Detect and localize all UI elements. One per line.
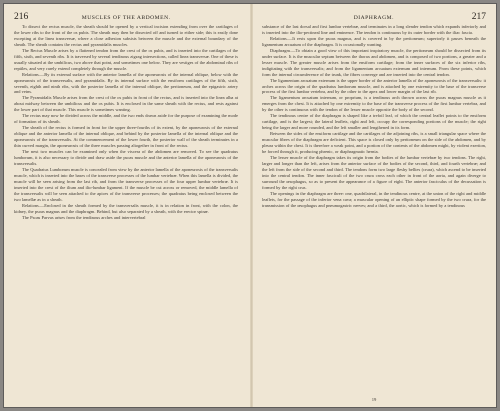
book-spread bbox=[3, 3, 497, 408]
left-running-title: MUSCLES OF THE ABDOMEN. bbox=[81, 15, 171, 21]
right-paragraph: The tendinous centre of the diaphragm is shaped like a trefoil leaf, of which the central leaflet points to the ensiform cartilage, and is the largest; the lateral leaflets, right and left, occupy the corresponding portions of the muscle; the right being the larger and more rounded, and the left smaller and lengthened in its form. bbox=[262, 113, 486, 131]
left-paragraph: Relations.—By its external surface with the anterior lamella of the aponeurosis of the internal oblique, below with the aponeurosis of the transversalis, and pyramidalis. By its internal surface with the ensiform cartilages of the fifth, sixth, seventh, eighth and ninth ribs, with the posterior lamella of the internal oblique, the peritoneum, and the epigastric artery and veins. bbox=[14, 71, 238, 95]
right-paragraph: substance of the last dorsal and first lumbar vertebræ, and terminates in a long slender tendon which expands inferiorly and is inserted into the ilio-pectineal line and eminence. The tendon is continuous by its outer border with the iliac fascia. bbox=[262, 24, 486, 35]
left-page-number: 216 bbox=[14, 12, 29, 22]
page-gutter bbox=[250, 4, 253, 407]
left-paragraph: The rectus may now be divided across the middle, and the two ends drawn aside for the purpose of examining the mode of formation of its sheath. bbox=[14, 113, 238, 125]
right-running-head bbox=[262, 12, 486, 24]
left-paragraph: The Rectus Muscle arises by a flattened tendon from the crest of the os pubis, and is inserted into the cartilages of the fifth, sixth, and seventh ribs. It is traversed by several tendinous zigzag intersections, called linea transversæ. One of these is usually situated at the umbilicus, two above that point, and sometimes one below. They are vestiges of the abdominal ribs of reptiles, and very rarely extend completely through the muscle. bbox=[14, 47, 238, 71]
left-page-body bbox=[14, 24, 238, 220]
left-paragraph: The Quadratus Lumborum muscle is concealed from view by the anterior lamella of the aponeurosis of the transversalis muscle, which is inserted into the bases of the transverse processes of the lumbar vertebræ. When this lamella is divided, the muscle will be seen arising from the last rib, and from the transverse processes of the four upper lumbar vertebræ. It is inserted into the crest of the ilium and ilio-lumbar ligament. If the muscle be cut across or removed, the middle lamella of the transversalis will be seen attached to the apices of the transverse processes; the quadratus being enclosed between the two lamellæ as in a sheath. bbox=[14, 166, 238, 202]
signature-mark: 19 bbox=[371, 397, 377, 402]
left-paragraph: Relations.—Enclosed in the sheath formed by the transversalis muscle, it is in relation in front, with the colon, the kidney, the psoas magnus and the diaphragm. Behind, but also separated by a sheath, with the erector spinæ. bbox=[14, 202, 238, 214]
right-page bbox=[262, 12, 486, 402]
left-paragraph: The Psoas Parvus arises from the tendinous arches and intervertebral bbox=[22, 214, 146, 220]
right-paragraph: The ligamentum arcuatum externum is the upper border of the anterior lamella of the aponeurosis of the transversalis: it arches across the origin of the quadratus lumborum muscle, and is attached by one extremity to the base of the transverse process of the first lumbar vertebra, and by the other to the apex and lower margin of the last rib. bbox=[262, 77, 486, 95]
right-paragraph: The openings in the diaphragm are three: one, quadrilateral, in the tendinous centre, at the union of the right and middle leaflets, for the passage of the inferior vena cava; a muscular opening of an elliptic shape formed by the two crura, for the transmission of the œsophagus and pneumogastric nerves; and a third, the aortic, which is formed by a tendinous bbox=[262, 190, 486, 208]
left-paragraph: The sheath of the rectus is formed in front for the upper three-fourths of its extent, by the aponeurosis of the external oblique and the anterior lamella of the internal oblique, and behind by the posterior lamella of the internal oblique and the aponeurosis of the transversalis. At the commencement of the lower fourth, the posterior wall of the sheath terminates in a thin curved margin, the aponeurosis of the three muscles passing altogether in front of the rectus. bbox=[14, 125, 238, 149]
left-paragraph: The next two muscles can be examined only when the viscera of the abdomen are removed. To see the quadratus lumborum, it is also necessary to divide and draw aside the psoas muscle and the anterior lamella of the aponeurosis of the transversalis. bbox=[14, 149, 238, 166]
left-paragraph: To dissect the rectus muscle, the sheath should be opened by a vertical incision extending from over the cartilages of the lower ribs to the front of the os pubis. The sheath may then be dissected off and turned to either side; this is easily done excepting at the linea transversæ, where a close adhesion subsists between the muscle and the external boundary of the sheath. The sheath contains the rectus and pyramidalis muscles. bbox=[14, 24, 238, 47]
left-page bbox=[14, 12, 238, 402]
right-paragraph: The ligamentum arcuatum internum, or proprium, is a tendinous arch thrown across the psoas magnus muscle as it emerges from the chest. It is attached by one extremity to the base of the transverse process of the first lumbar vertebra, and by the other is continuous with the tendon of the lesser muscle opposite the body of the second. bbox=[262, 95, 486, 113]
left-running-head bbox=[14, 12, 238, 24]
right-paragraph: The lesser muscle of the diaphragm takes its origin from the bodies of the lumbar vertebræ by two tendons. The right, larger and longer than the left, arises from the anterior surface of the bodies of the second, third, and fourth vertebræ; and the left from the side of the second and third. The tendons form two large fleshy bellies (crura), which ascend to be inserted into the central tendon. The inner fasciculi of the two crura cross each other in front of the aorta, and again diverge to surround the œsophagus, so as to present the appearance of a figure of eight. The anterior fasciculus of the decussation is formed by the right crus. bbox=[262, 154, 486, 190]
right-paragraph: Diaphragm.—To obtain a good view of this important inspiratory muscle, the peritoneum should be dissected from its under surface. It is the muscular septum between the thorax and abdomen, and is composed of two portions, a greater and a lesser muscle. The greater muscle arises from the ensiform cartilage; from the inner surfaces of the six inferior ribs, indigitating with the transversalis; and from the ligamentum arcuatum externum and internum. From these points, which form the internal circumference of the trunk, the fibres converge and are inserted into the central tendon. bbox=[262, 47, 486, 77]
right-paragraph: Relations.—It rests upon the psoas magnus, and is covered in by the peritoneum; superiorly it passes beneath the ligamentum arcuatum of the diaphragm. It is occasionally wanting. bbox=[262, 35, 486, 47]
right-page-number: 217 bbox=[471, 12, 486, 22]
right-page-body bbox=[262, 24, 486, 209]
right-paragraph: Between the sides of the ensiform cartilage and the cartilages of the adjoining ribs, is a small triangular space where the muscular fibres of the diaphragm are deficient. This space is closed only by peritoneum on the side of the abdomen, and by pleura within the chest. It is therefore a weak point, and a portion of the contents of the abdomen might, by violent exertion, be forced through it, producing phrenic, or diaphragmatic hernia. bbox=[262, 131, 486, 155]
left-paragraph: The Pyramidalis Muscle arises from the crest of the os pubis in front of the rectus, and is inserted into the linea alba at about midway between the umbilicus and the os pubis. It is enclosed in the same sheath with the rectus, and rests against the lower part of that muscle. This muscle is sometimes wanting. bbox=[14, 95, 238, 113]
right-running-title: DIAPHRAGM. bbox=[353, 15, 395, 21]
